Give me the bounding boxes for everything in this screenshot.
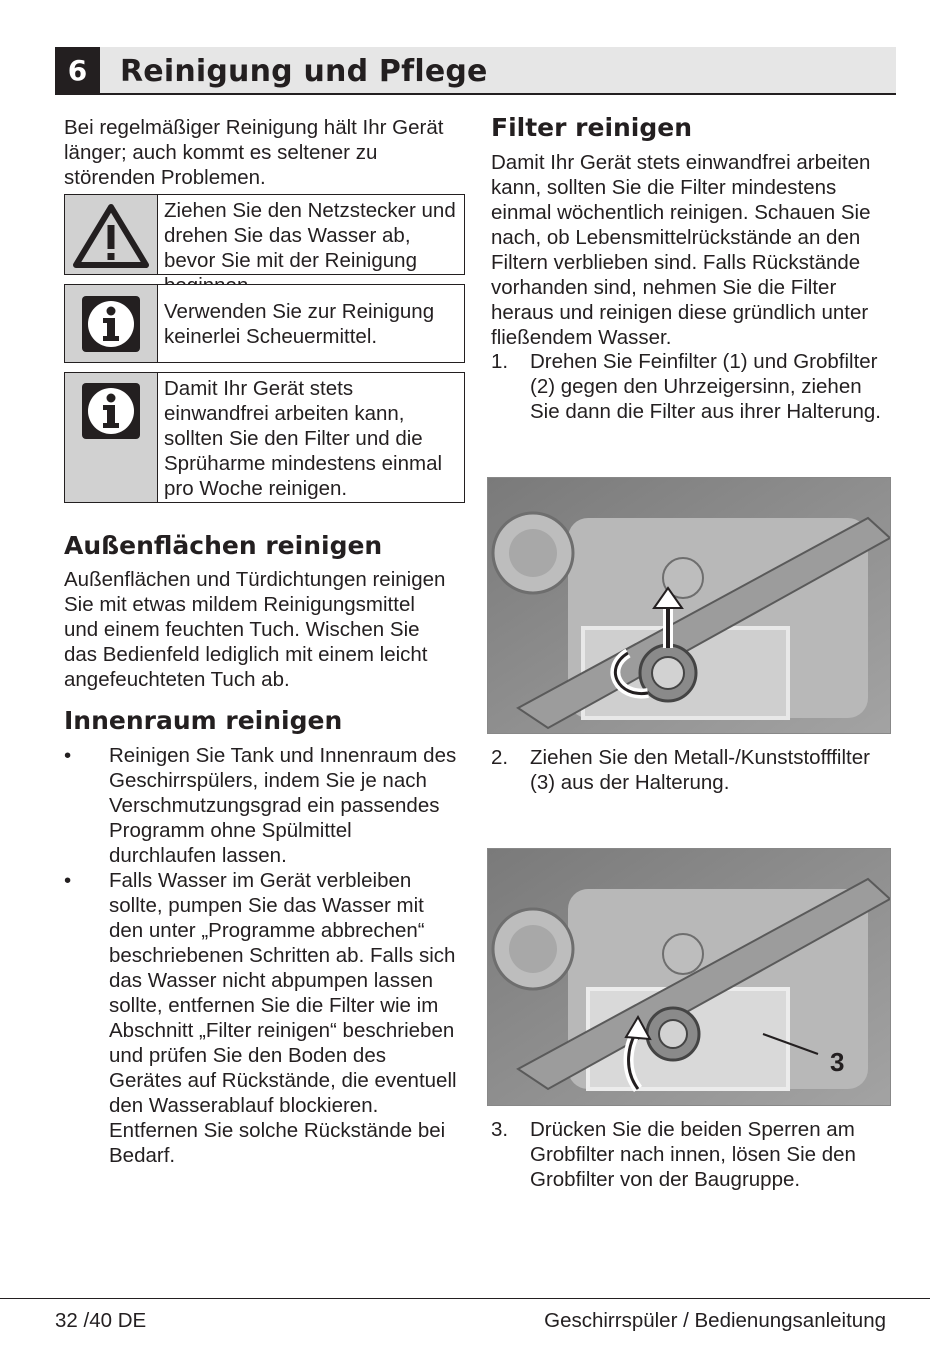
list-item [64, 743, 460, 868]
document-title: Geschirrspüler / Bedienungsanleitung [544, 1309, 886, 1332]
filter-photo-1 [487, 477, 891, 734]
bullet: • [64, 744, 72, 767]
filter-step-3 [491, 1117, 886, 1192]
filter-paragraph: Damit Ihr Gerät stets einwandfrei arbeiten kann, sollten Sie die Filter mindestens einmal wöchentlich reinigen. Schauen Sie nach, ob Lebensmittelrückstände an den Filtern verblieben sind. Falls Rückstände vorhanden sind, nehmen Sie die Filter heraus und reinigen diese gründlich unter fließendem Wasser. [491, 151, 871, 349]
chapter-number: 6 [55, 47, 100, 93]
filter-step-1 [491, 349, 886, 424]
step-row [491, 745, 886, 795]
info-icon [82, 383, 140, 439]
info-icon-cell [65, 285, 158, 362]
bullet: • [64, 869, 72, 892]
list-item [64, 868, 460, 1168]
intro-paragraph: Bei regelmäßiger Reinigung hält Ihr Gerät länger; auch kommt es seltener zu störenden Problemen. [64, 116, 444, 189]
step-number: 2. [491, 746, 509, 769]
dishwasher-filter-illustration [488, 478, 890, 733]
footer-divider [0, 1298, 930, 1299]
page-number: 32 /40 DE [55, 1309, 147, 1332]
notice-text: Ziehen Sie den Netzstecker und drehen Sie das Wasser ab, bevor Sie mit der Reinigung [164, 199, 456, 272]
info-icon-cell [65, 373, 158, 502]
inner-bullet-list [64, 743, 460, 1168]
step-text: Drücken Sie die beiden Sperren am Grobfilter nach innen, lösen Sie den Grobfilter von der Baugruppe. [530, 1118, 856, 1191]
warning-triangle-icon [71, 201, 151, 269]
step-text: Ziehen Sie den Metall-/Kunststofffilter (3) aus der Halterung. [530, 746, 870, 794]
chapter-title: Reinigung und Pflege [120, 54, 488, 89]
section-heading-outer: Außenflächen reinigen [64, 531, 383, 560]
info-icon [82, 296, 140, 352]
section-heading-filter: Filter reinigen [491, 113, 693, 142]
step-number: 1. [491, 350, 509, 373]
step-row [491, 1117, 886, 1192]
warning-icon-cell [65, 195, 158, 274]
step-number: 3. [491, 1118, 509, 1141]
dishwasher-filter-illustration [488, 849, 890, 1105]
step-text: Drehen Sie Feinfilter (1) und Grobfilter (2) gegen den Uhrzeigersinn, ziehen Sie dann die Filter aus ihrer Halterung. [530, 350, 881, 423]
list-item-text: Falls Wasser im Gerät verbleiben sollte, pumpen Sie das Wasser mit den unter „Programme abbrechen“ beschriebenen Schritten ab. Falls sich das Wasser nicht abpumpen lassen sollte, entfernen Sie die Filter wie im Abschnitt „Filter reinigen“ beschrieben und prüfen Sie den Boden des Gerätes auf Rückstände, die eventuell den Wasserablauf blockieren. Entfernen Sie solche Rückstände bei Bedarf. [109, 869, 457, 1167]
section-heading-inner: Innenraum reinigen [64, 706, 343, 735]
figure-callout-3: 3 [830, 1047, 845, 1077]
info-notice [64, 284, 465, 363]
filter-photo-2 [487, 848, 891, 1106]
filter-step-2 [491, 745, 886, 795]
notice-text: Damit Ihr Gerät stets einwandfrei arbeiten kann, sollten Sie den Filter und die Sprüharme mindestens einmal pro Woche reinigen. [164, 377, 443, 500]
info-notice [64, 372, 465, 503]
warning-notice [64, 194, 465, 275]
list-item-text: Reinigen Sie Tank und Innenraum des Geschirrspülers, indem Sie je nach Verschmutzungsgrad ein passendes Programm ohne Spülmittel durchlaufen lassen. [109, 744, 457, 867]
step-row [491, 349, 886, 424]
outer-paragraph: Außenflächen und Türdichtungen reinigen Sie mit etwas mildem Reinigungsmittel und einem feuchten Tuch. Wischen Sie das Bedienfeld lediglich mit einem leicht angefeuchteten Tuch ab. [64, 568, 446, 691]
notice-text: Verwenden Sie zur Reinigung keinerlei Scheuermittel. [164, 300, 435, 348]
